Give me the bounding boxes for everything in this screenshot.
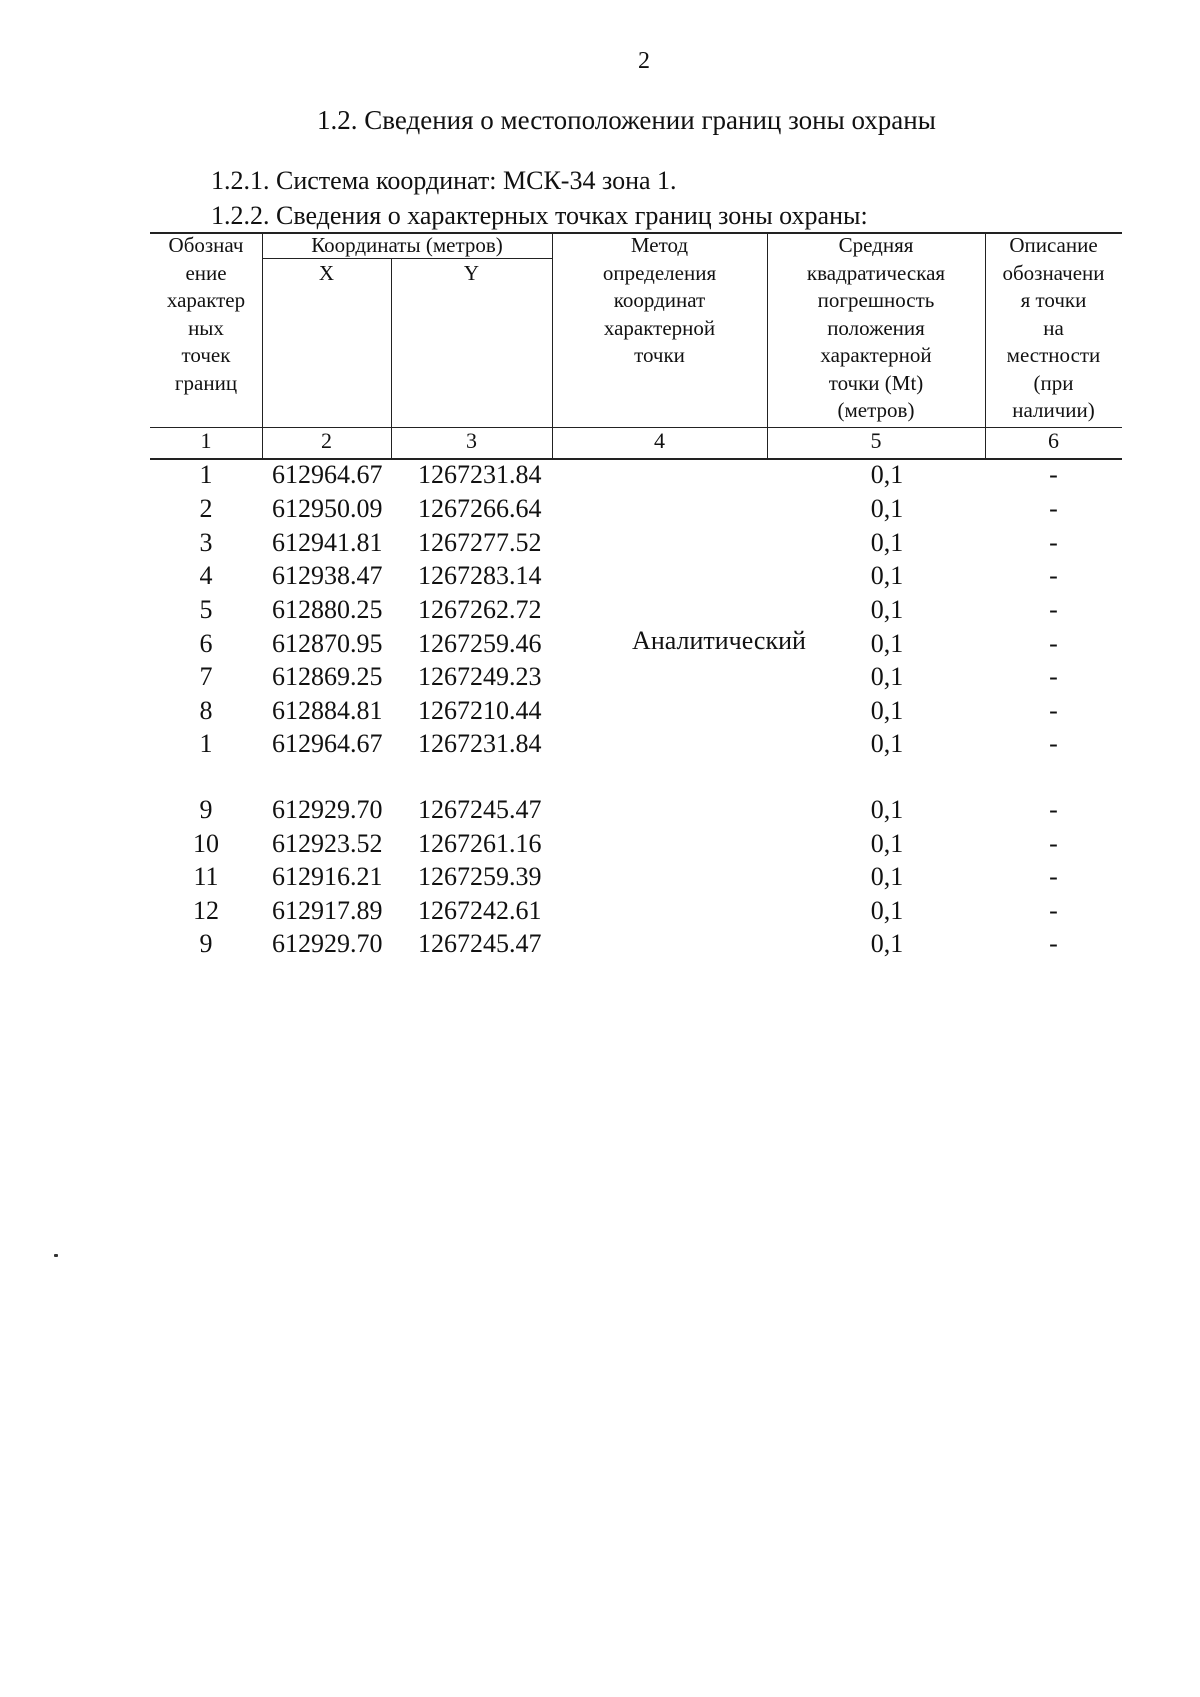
method-value: Аналитический xyxy=(632,626,806,655)
error-cell: 0,1 xyxy=(870,629,904,658)
table-row xyxy=(150,929,1122,962)
x-coordinate-cell: 612917.89 xyxy=(272,896,383,925)
y-coordinate-cell: 1267242.61 xyxy=(418,896,542,925)
error-cell: 0,1 xyxy=(870,460,904,489)
table-row xyxy=(150,460,1122,493)
scan-speck xyxy=(54,1254,58,1257)
column-number: 2 xyxy=(321,428,332,453)
column-number: 4 xyxy=(654,428,665,453)
designation-header: Обознач ение характер ных точек границ xyxy=(166,233,246,395)
x-coordinate-cell: 612941.81 xyxy=(272,528,383,557)
x-header: X xyxy=(318,261,335,285)
description-cell: - xyxy=(1049,896,1058,925)
point-number-cell: 2 xyxy=(199,494,213,523)
x-coordinate-cell: 612869.25 xyxy=(272,662,383,691)
error-cell: 0,1 xyxy=(870,896,904,925)
column-number: 3 xyxy=(466,428,477,453)
point-number-cell: 7 xyxy=(199,662,213,691)
description-cell: - xyxy=(1049,595,1058,624)
coordinate-system-line: 1.2.1. Система координат: МСК-34 зона 1. xyxy=(211,166,677,195)
table-row xyxy=(150,696,1122,729)
y-coordinate-cell: 1267262.72 xyxy=(418,595,542,624)
description-cell: - xyxy=(1049,829,1058,858)
table-row xyxy=(150,862,1122,895)
characteristic-points-line: 1.2.2. Сведения о характерных точках границ зоны охраны: xyxy=(211,201,868,230)
table-row xyxy=(150,595,1122,628)
description-header: Описание обозначени я точки на местности (при наличии) xyxy=(1002,233,1105,422)
x-coordinate-cell: 612964.67 xyxy=(272,460,383,489)
y-coordinate-cell: 1267259.39 xyxy=(418,862,542,891)
description-cell: - xyxy=(1049,862,1058,891)
error-header: Средняя квадратическая погрешность положения характерной точки (Mt) (метров) xyxy=(806,233,946,422)
error-cell: 0,1 xyxy=(870,561,904,590)
point-number-cell: 3 xyxy=(199,528,213,557)
page-number: 2 xyxy=(638,48,650,74)
description-cell: - xyxy=(1049,629,1058,658)
column-number: 1 xyxy=(200,428,212,453)
point-number-cell: 11 xyxy=(193,862,219,891)
y-coordinate-cell: 1267245.47 xyxy=(418,929,542,958)
x-coordinate-cell: 612950.09 xyxy=(272,494,383,523)
table-row xyxy=(150,662,1122,695)
point-number-cell: 10 xyxy=(193,829,219,858)
description-cell: - xyxy=(1049,460,1058,489)
point-number-cell: 4 xyxy=(199,561,213,590)
error-cell: 0,1 xyxy=(870,795,904,824)
x-coordinate-cell: 612923.52 xyxy=(272,829,383,858)
error-cell: 0,1 xyxy=(870,662,904,691)
x-coordinate-cell: 612929.70 xyxy=(272,929,383,958)
x-coordinate-cell: 612938.47 xyxy=(272,561,383,590)
point-number-cell: 9 xyxy=(199,795,213,824)
y-coordinate-cell: 1267231.84 xyxy=(418,460,542,489)
coords-group-header: Координаты (метров) xyxy=(311,233,503,257)
point-number-cell: 9 xyxy=(199,929,213,958)
description-cell: - xyxy=(1049,494,1058,523)
table-row xyxy=(150,729,1122,762)
table-row xyxy=(150,795,1122,828)
y-coordinate-cell: 1267245.47 xyxy=(418,795,542,824)
error-cell: 0,1 xyxy=(870,862,904,891)
description-cell: - xyxy=(1049,696,1058,725)
error-cell: 0,1 xyxy=(870,528,904,557)
error-cell: 0,1 xyxy=(870,929,904,958)
description-cell: - xyxy=(1049,662,1058,691)
x-coordinate-cell: 612964.67 xyxy=(272,729,383,758)
x-coordinate-cell: 612916.21 xyxy=(272,862,383,891)
y-coordinate-cell: 1267231.84 xyxy=(418,729,542,758)
description-cell: - xyxy=(1049,528,1058,557)
y-coordinate-cell: 1267283.14 xyxy=(418,561,542,590)
y-coordinate-cell: 1267277.52 xyxy=(418,528,542,557)
error-cell: 0,1 xyxy=(870,595,904,624)
table-row xyxy=(150,528,1122,561)
table-header xyxy=(150,232,1122,460)
section-title: 1.2. Сведения о местоположении границ зоны охраны xyxy=(317,105,936,135)
error-cell: 0,1 xyxy=(870,729,904,758)
error-cell: 0,1 xyxy=(870,494,904,523)
table-row xyxy=(150,494,1122,527)
description-cell: - xyxy=(1049,729,1058,758)
point-number-cell: 1 xyxy=(199,460,213,489)
point-number-cell: 12 xyxy=(193,896,219,925)
point-number-cell: 1 xyxy=(199,729,213,758)
description-cell: - xyxy=(1049,795,1058,824)
x-coordinate-cell: 612929.70 xyxy=(272,795,383,824)
y-coordinate-cell: 1267266.64 xyxy=(418,494,542,523)
y-header: Y xyxy=(463,261,480,285)
y-coordinate-cell: 1267261.16 xyxy=(418,829,542,858)
column-number: 5 xyxy=(870,428,882,453)
point-number-cell: 8 xyxy=(199,696,213,725)
table-row xyxy=(150,561,1122,594)
x-coordinate-cell: 612880.25 xyxy=(272,595,383,624)
column-number: 6 xyxy=(1048,428,1059,453)
x-coordinate-cell: 612870.95 xyxy=(272,629,383,658)
y-coordinate-cell: 1267210.44 xyxy=(418,696,542,725)
y-coordinate-cell: 1267249.23 xyxy=(418,662,542,691)
description-cell: - xyxy=(1049,929,1058,958)
point-number-cell: 5 xyxy=(199,595,213,624)
x-coordinate-cell: 612884.81 xyxy=(272,696,383,725)
table-row xyxy=(150,896,1122,929)
table-row xyxy=(150,829,1122,862)
y-coordinate-cell: 1267259.46 xyxy=(418,629,542,658)
method-header: Метод определения координат характерной точки xyxy=(602,233,717,367)
error-cell: 0,1 xyxy=(870,829,904,858)
error-cell: 0,1 xyxy=(870,696,904,725)
point-number-cell: 6 xyxy=(199,629,213,658)
description-cell: - xyxy=(1049,561,1058,590)
table-row xyxy=(150,629,1122,662)
